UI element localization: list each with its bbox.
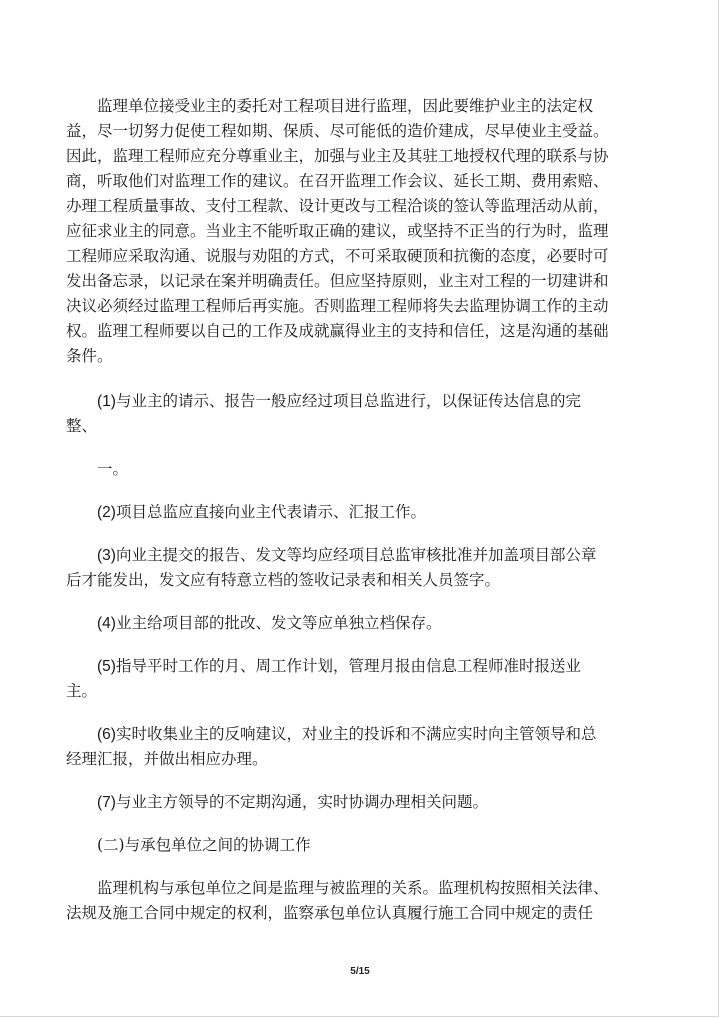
text-line: 工程师应采取沟通、说服与劝阻的方式，不可采取硬顶和抗衡的态度，必要时可 <box>66 247 609 265</box>
list-item-1 <box>66 389 626 439</box>
section-heading-text: (二)与承包单位之间的协调工作 <box>97 836 311 854</box>
text-line: 因此，监理工程师应充分尊重业主，加强与业主及其驻工地授权代理的联系与协 <box>66 147 609 165</box>
text-line: 办理工程质量事故、支付工程款、设计更改与工程洽谈的签认等监理活动从前， <box>66 197 609 215</box>
list-item-5 <box>66 654 626 704</box>
text-line: 法规及施工合同中规定的权利，监察承包单位认真履行施工合同中规定的责任 <box>66 904 594 922</box>
page-number: 5/15 <box>350 966 370 977</box>
list-item-3 <box>66 543 626 593</box>
item-number: (1) <box>97 393 116 410</box>
list-item-6 <box>66 722 626 772</box>
item-text: 项目总监应直接向业主代表请示、汇报工作。 <box>115 503 426 521</box>
text-line: 监理机构与承包单位之间是监理与被监理的关系。监理机构按照相关法律、 <box>97 879 609 897</box>
item-text: 经理汇报，并做出相应办理。 <box>66 750 268 768</box>
item-text: 整、 <box>66 417 98 435</box>
item-text: 主。 <box>66 682 98 700</box>
item-number: (6) <box>97 726 116 743</box>
section-heading <box>66 833 626 858</box>
text-line: 决议必须经过监理工程师后再实施。否则监理工程师将失去监理协调工作的主动 <box>66 297 609 315</box>
item-number: (7) <box>97 794 116 811</box>
item-number: (2) <box>97 504 116 521</box>
document-body <box>66 94 626 926</box>
list-item-continuation <box>66 457 626 482</box>
text-line: 权。监理工程师要以自己的工作及成就赢得业主的支持和信任，这是沟通的基础 <box>66 322 609 340</box>
text-line: 条件。 <box>66 347 113 365</box>
list-item-4 <box>66 611 626 636</box>
text-line: 监理单位接受业主的委托对工程项目进行监理，因此要维护业主的法定权 <box>97 97 594 115</box>
paragraph-intro <box>66 94 626 369</box>
text-line: 益，尽一切努力促使工程如期、保质、尽可能低的造价建成，尽早使业主受益。 <box>66 122 609 140</box>
item-number: (4) <box>97 615 116 632</box>
item-text: 业主给项目部的批改、发文等应单独立档保存。 <box>115 614 442 632</box>
item-text: 指导平时工作的月、周工作计划，管理月报由信息工程师准时报送业 <box>115 657 581 675</box>
item-number: (5) <box>97 658 116 675</box>
list-item-2 <box>66 500 626 525</box>
item-text: 后才能发出，发文应有特意立档的签收记录表和相关人员签字。 <box>66 571 501 589</box>
item-number: (3) <box>97 547 116 564</box>
item-text: 向业主提交的报告、发文等均应经项目总监审核批准并加盖项目部公章 <box>115 546 597 564</box>
text-line: 应征求业主的同意。当业主不能听取正确的建议，或坚持不正当的行为时，监理 <box>66 222 609 240</box>
list-item-7 <box>66 790 626 815</box>
item-text: 一。 <box>97 460 129 478</box>
paragraph-contractor <box>66 876 626 926</box>
item-text: 实时收集业主的反响建议，对业主的投诉和不满应实时向主管领导和总 <box>115 725 597 743</box>
item-text: 与业主的请示、报告一般应经过项目总监进行，以保证传达信息的完 <box>115 392 581 410</box>
text-line: 商，听取他们对监理工作的建议。在召开监理工作会议、延长工期、费用索赔、 <box>66 172 609 190</box>
text-line: 发出备忘录，以记录在案并明确责任。但应坚持原则，业主对工程的一切建讲和 <box>66 272 609 290</box>
item-text: 与业主方领导的不定期沟通，实时协调办理相关问题。 <box>115 793 488 811</box>
